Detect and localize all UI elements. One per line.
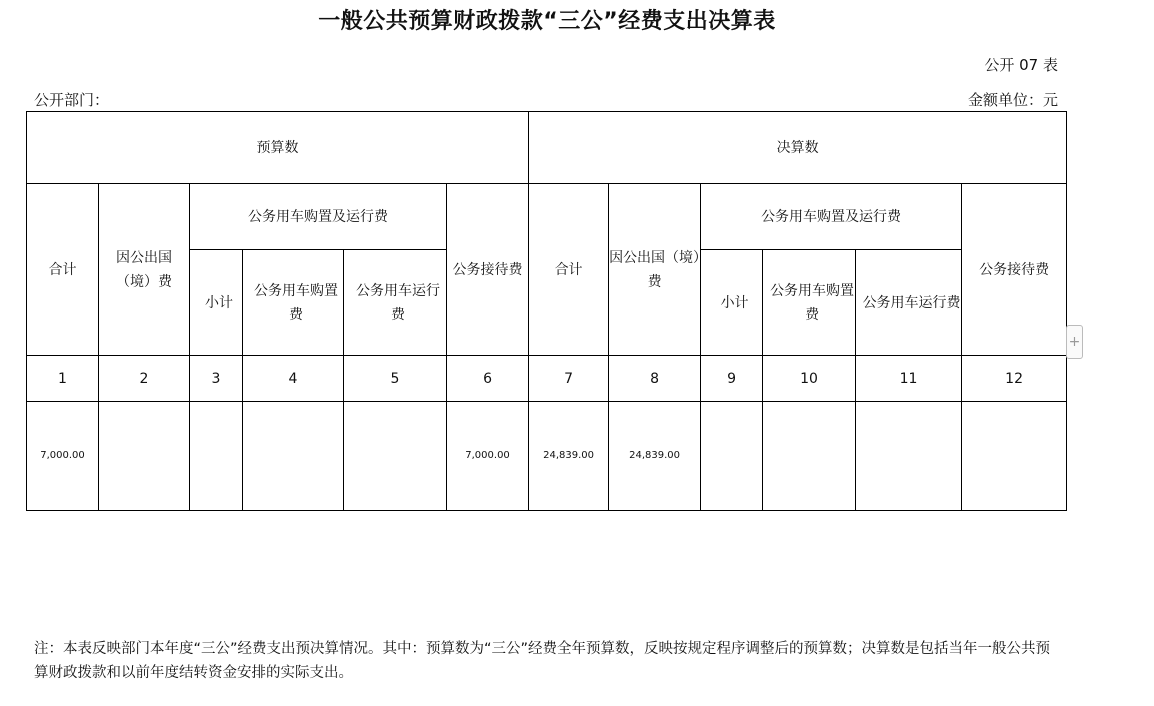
value-final-abroad: 24,839.00 [609,402,701,511]
header-budget: 预算数 [27,112,529,184]
header-budget-car-group: 公务用车购置及运行费 [190,184,447,250]
column-number: 10 [763,356,856,402]
value-budget-reception: 7,000.00 [447,402,529,511]
header-budget-subtotal: 小计 [190,250,243,356]
value-budget-car-operation [344,402,447,511]
value-final-total: 24,839.00 [529,402,609,511]
column-number: 2 [99,356,190,402]
column-number: 1 [27,356,99,402]
value-final-reception [962,402,1067,511]
department-label: 公开部门： [34,91,110,109]
value-final-car-subtotal [701,402,763,511]
header-final-reception: 公务接待费 [962,184,1067,356]
expand-column-button[interactable]: + [1066,325,1083,359]
value-budget-total: 7,000.00 [27,402,99,511]
three-public-expenses-table [26,111,1067,511]
footnote: 注：本表反映部门本年度“三公”经费支出预决算情况。其中：预算数为“三公”经费全年预算数，反映按规定程序调整后的预算数；决算数是包括当年一般公共预算财政拨款和以前年度结转资金安排的实际支出。 [34,641,1051,681]
column-number: 4 [243,356,344,402]
header-budget-total: 合计 [27,184,99,356]
column-number: 8 [609,356,701,402]
header-final-abroad: 因公出国（境）费 [609,184,701,356]
header-final-total: 合计 [529,184,609,356]
header-final-car-purchase: 公务用车购置费 [763,250,856,356]
column-number: 9 [701,356,763,402]
form-number: 公开 07 表 [984,56,1058,74]
header-budget-car-operation: 公务用车运行费 [344,250,447,356]
column-number: 3 [190,356,243,402]
value-final-car-operation [856,402,962,511]
value-budget-car-subtotal [190,402,243,511]
column-number: 7 [529,356,609,402]
header-final-car-group: 公务用车购置及运行费 [701,184,962,250]
header-final-car-operation: 公务用车运行费 [856,250,962,356]
header-budget-reception: 公务接待费 [447,184,529,356]
header-budget-abroad: 因公出国（境）费 [99,184,190,356]
column-number: 5 [344,356,447,402]
value-final-car-purchase [763,402,856,511]
header-final: 决算数 [529,112,1067,184]
value-budget-car-purchase [243,402,344,511]
value-budget-abroad [99,402,190,511]
amount-unit-label: 金额单位：元 [967,91,1058,109]
column-number: 11 [856,356,962,402]
column-number: 12 [962,356,1067,402]
header-budget-car-purchase: 公务用车购置费 [243,250,344,356]
header-final-subtotal: 小计 [701,250,763,356]
page-title: 一般公共预算财政拨款“三公”经费支出决算表 [318,9,776,34]
column-number: 6 [447,356,529,402]
